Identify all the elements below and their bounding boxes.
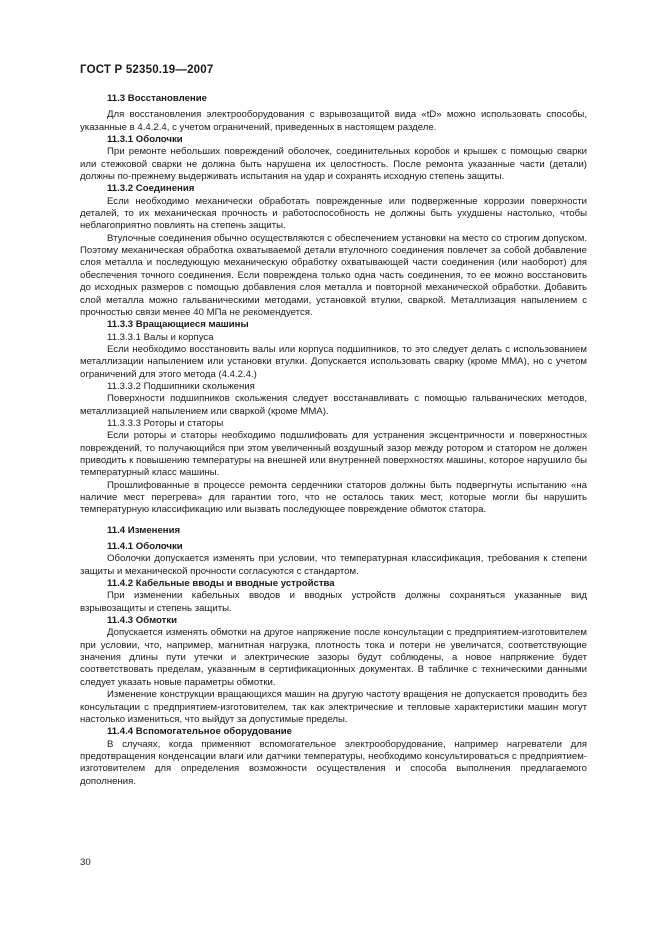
section-heading-11-4: 11.4 Изменения xyxy=(107,524,181,536)
subsection-heading-11-4-1: 11.4.1 Оболочки xyxy=(107,541,183,553)
paragraph: В случаях, когда применяют вспомогательное электрооборудование, например нагреватели для предотвращения конденсации влаги или датчики температуры, необходимо консультироваться с предприятием-изготовителем для определения возможности осуществления и способа выполнения предлагаемого дополнения. xyxy=(80,738,587,787)
paragraph: Допускается изменять обмотки на другое напряжение после консультации с предприятием-изготовителем при условии, что, например, магнитная нагрузка, плотность тока и потери не увеличатся, соответствующие значения длины пути утечки и электрические зазоры будут соблюдены, а новое напряжение будет соответствовать пределам, указанным в сертификационных документах. В табличке с техническими данными следует указать новые параметры обмотки. xyxy=(80,627,587,688)
paragraph: При изменении кабельных вводов и вводных устройств должны сохраняться указанные вид взрывозащиты и степень защиты. xyxy=(80,590,587,614)
paragraph: Оболочки допускается изменять при условии, что температурная классификация, требования к степени защиты и механической прочности согласуются с стандартом. xyxy=(80,553,587,577)
subsection-heading-11-3-2: 11.3.2 Соединения xyxy=(107,183,195,195)
paragraph: Если необходимо механически обработать поврежденные или подверженные коррозии поверхности деталей, то их механическая прочность и работоспособность не должны быть ухудшены настолько, чтобы неблагоприятно повлиять на степень защиты. xyxy=(80,195,587,232)
paragraph: Изменение конструкции вращающихся машин на другую частоту вращения не допускается проводить без консультации с предприятием-изготовителем, так как электрические и тепловые характеристики машин могут настолько измениться, что выйдут за допустимые пределы. xyxy=(80,689,587,725)
paragraph: Если роторы и статоры необходимо подшлифовать для устранения эксцентричности и поверхностных повреждений, то получающийся при этом увеличенный воздушный зазор между ротором и статором не должен приводить к повышению температуры на внешней или внутренней поверхностях машины, которое нарушило бы температурный класс машины. xyxy=(80,430,587,479)
paragraph: Если необходимо восстановить валы или корпуса подшипников, то это следует делать с использованием металлизации напылением или установки втулки. Допускается использовать сварку (кроме ММА), но с учетом ограничений для этого метода (4.4.2.4.) xyxy=(80,343,587,380)
paragraph: Прошлифованные в процессе ремонта сердечники статоров должны быть подвергнуты испытанию «на наличие мест перегрева» для гарантии того, что не осталось таких мест, которые могли бы нарушить температурную классификацию или вызвать последующее повреждение обмоток статора. xyxy=(80,479,587,516)
subsection-heading-11-4-3: 11.4.3 Обмотки xyxy=(107,615,178,627)
paragraph: При ремонте небольших повреждений оболочек, соединительных коробок и крышек с помощью сварки или стежковой сварки не должна быть нарушена их целостность. После ремонта указанные части (детали) должны по-прежнему выдерживать испытания на удар и сохранять исходную степень защиты. xyxy=(80,146,587,183)
document-header: ГОСТ Р 52350.19—2007 xyxy=(80,64,214,76)
paragraph: Втулочные соединения обычно осуществляются с обеспечением установки на место со строгим допуском. Поэтому механическая обработка охватываемой детали втулочного соединения повлечет за собой добавление слоя металла и последующую механическую обработку охватывающей части соединения (или наоборот) для обеспечения точного соединения. Если повреждена только одна часть соединения, то ее можно восстановить до исходных размеров с помощью добавления слоя металла и повторной механической обработки. Добавить слой металла можно гальваническими методами, установкой втулки, сваркой. Металлизация напылением с прочностью связи менее 40 МПа не рекомендуется. xyxy=(80,232,587,318)
subsubsection-heading-11-3-3-2: 11.3.3.2 Подшипники скольжения xyxy=(107,380,255,392)
paragraph: Для восстановления электрооборудования с взрывозащитой вида «tD» можно использовать способы, указанные в 4.4.2.4, с учетом ограничений, приведенных в настоящем разделе. xyxy=(80,109,587,133)
subsection-heading-11-3-1: 11.3.1 Оболочки xyxy=(107,134,183,146)
subsection-heading-11-4-4: 11.4.4 Вспомогательное оборудование xyxy=(107,726,293,738)
document-body xyxy=(80,93,587,788)
paragraph: Поверхности подшипников скольжения следует восстанавливать с помощью гальванических методов, металлизацией напылением или сваркой (кроме ММА). xyxy=(80,393,587,417)
section-heading-11-3: 11.3 Восстановление xyxy=(107,93,207,104)
subsubsection-heading-11-3-3-1: 11.3.3.1 Валы и корпуса xyxy=(107,331,214,343)
subsection-heading-11-3-3: 11.3.3 Вращающиеся машины xyxy=(107,319,249,331)
subsection-heading-11-4-2: 11.4.2 Кабельные вводы и вводные устройства xyxy=(107,578,335,590)
subsubsection-heading-11-3-3-3: 11.3.3.3 Роторы и статоры xyxy=(107,417,224,429)
page-number: 30 xyxy=(80,857,91,868)
